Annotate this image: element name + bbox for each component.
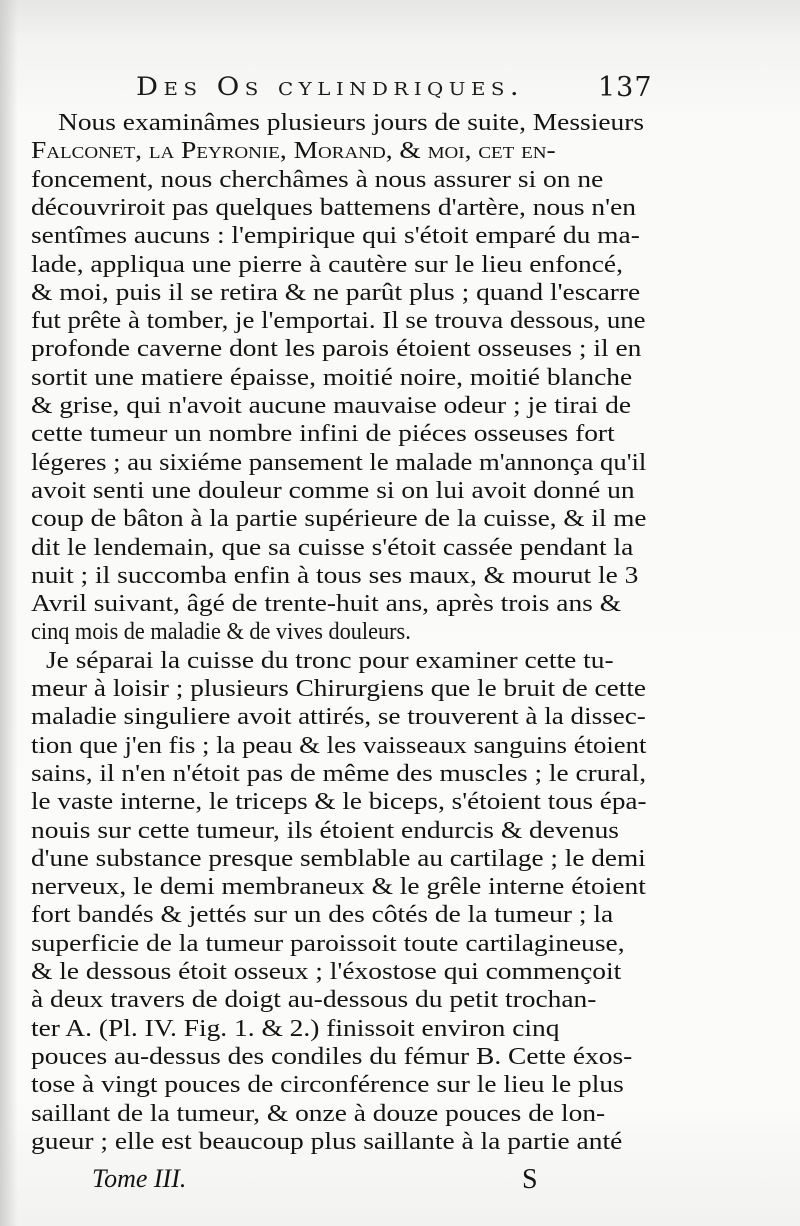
text-line: fut prête à tomber, je l'emportai. Il se trouva dessous, une — [31, 307, 646, 335]
text-line: à deux travers de doigt au-dessous du petit trochan- — [31, 986, 597, 1014]
text-line: profonde caverne dont les parois étoient osseuses ; il en — [31, 335, 642, 363]
text-line: nouis sur cette tumeur, ils étoient endurcis & devenus — [31, 816, 619, 844]
page-number: 137 — [598, 72, 653, 103]
text-line: découvriroit pas quelques battemens d'artère, nous n'en — [31, 193, 637, 221]
text-line: avoit senti une douleur comme si on lui avoit donné un — [31, 476, 635, 504]
text-line: tion que j'en fis ; la peau & les vaisseaux sanguins étoient — [31, 731, 647, 759]
text-line: & grise, qui n'avoit aucune mauvaise odeur ; je tirai de — [31, 392, 632, 419]
text-line: Avril suivant, âgé de trente-huit ans, après trois ans & — [31, 590, 622, 618]
text-line: meur à loisir ; plusieurs Chirurgiens que le bruit de cette — [31, 675, 647, 702]
text-line: gueur ; elle est beaucoup plus saillante à la partie anté — [31, 1127, 623, 1155]
text-line: pouces au-dessus des condiles du fémur B. Cette éxos- — [31, 1042, 633, 1070]
text-line: nuit ; il succomba enfin à tous ses maux, & mourut le 3 — [31, 561, 639, 589]
text-line: maladie singuliere avoit attirés, se trouverent à la dissec- — [31, 703, 646, 731]
running-head: Des Os cylindriques. — [136, 72, 525, 101]
text-line: fort bandés & jettés sur un des côtés de la tumeur ; la — [31, 901, 614, 929]
text-line: cinq mois de maladie & de vives douleurs. — [31, 618, 411, 646]
text-line: & moi, puis il se retira & ne parût plus ; quand l'escarre — [31, 278, 641, 306]
text-line: lade, appliqua une pierre à cautère sur le lieu enfoncé, — [31, 250, 623, 278]
text-line: coup de bâton à la partie supérieure de la cuisse, & il me — [31, 505, 647, 533]
text-line: Nous examinâmes plusieurs jours de suite, Messieurs — [58, 109, 645, 136]
page-header — [0, 70, 800, 106]
text-line: superficie de la tumeur paroissoit toute cartilagineuse, — [31, 929, 625, 957]
text-line: dit le lendemain, que sa cuisse s'étoit cassée pendant la — [31, 533, 634, 561]
text-line: & le dessous étoit osseux ; l'éxostose qui commençoit — [31, 958, 622, 985]
volume-label: Tome III. — [92, 1164, 187, 1193]
text-line: d'une substance presque semblable au cartilage ; le demi — [31, 844, 646, 872]
text-line: tose à vingt pouces de circonférence sur le lieu le plus — [31, 1071, 624, 1099]
text-line: foncement, nous cherchâmes à nous assurer si on ne — [31, 165, 604, 193]
text-line: légeres ; au sixiéme pansement le malade m'annonça qu'il — [31, 448, 647, 476]
text-line: sains, il n'en n'étoit pas de même des muscles ; le crural, — [31, 759, 647, 787]
text-line: cette tumeur un nombre infini de piéces osseuses fort — [31, 420, 615, 448]
text-line: Falconet, la Peyronie, Morand, & moi, cet en- — [31, 137, 556, 165]
text-line: le vaste interne, le triceps & le biceps, s'étoient tous épa- — [31, 788, 647, 816]
signature-mark: S — [522, 1164, 538, 1195]
text-line: sentîmes aucuns : l'empirique qui s'étoit emparé du ma- — [31, 222, 640, 250]
page-gutter-shadow — [0, 0, 18, 1226]
page-footer — [0, 1164, 800, 1200]
text-line: nerveux, le demi membraneux & le grêle interne étoient — [31, 873, 646, 901]
text-line: Je séparai la cuisse du tronc pour examiner cette tu- — [46, 646, 614, 674]
text-line: saillant de la tumeur, & onze à douze pouces de lon- — [31, 1099, 606, 1127]
text-line: sortit une matiere épaisse, moitié noire, moitié blanche — [31, 363, 633, 391]
text-line: ter A. (Pl. IV. Fig. 1. & 2.) finissoit environ cinq — [31, 1014, 560, 1042]
